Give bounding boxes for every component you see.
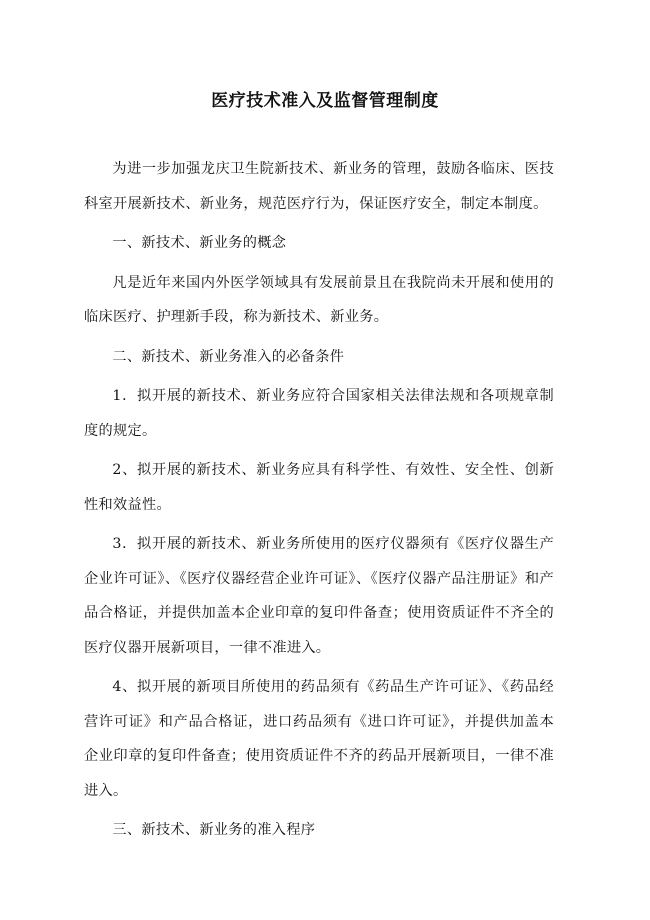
list-item-2: 2、拟开展的新技术、新业务应具有科学性、有效性、安全性、创新性和效益性。 [84,462,554,513]
document-body [84,152,554,853]
section-heading-3: 三、新技术、新业务的准入程序 [112,822,316,838]
paragraph-intro: 为进一步加强龙庆卫生院新技术、新业务的管理，鼓励各临床、医技科室开展新技术、新业务，规范医疗行为，保证医疗安全，制定本制度。 [84,161,554,212]
section-heading-2: 二、新技术、新业务准入的必备条件 [112,348,345,365]
section-heading-1: 一、新技术、新业务的概念 [112,235,287,251]
list-item-4: 4、拟开展的新项目所使用的药品须有《药品生产许可证》、《药品经营许可证》和产品合格证，进口药品须有《进口许可证》，并提供加盖本企业印章的复印件备查；使用资质证件不齐的药品开展新项目，一律不准进入。 [84,679,554,799]
document-title: 医疗技术准入及监督管理制度 [211,91,439,111]
list-item-1: 1．拟开展的新技术、新业务应符合国家相关法律法规和各项规章制度的规定。 [84,388,554,439]
list-item-3: 3．拟开展的新技术、新业务所使用的医疗仪器须有《医疗仪器生产企业许可证》、《医疗仪器经营企业许可证》、《医疗仪器产品注册证》和产品合格证，并提供加盖本企业印章的复印件备查；使用资质证件不齐全的医疗仪器开展新项目，一律不准进入。 [84,536,554,656]
paragraph-concept: 凡是近年来国内外医学领域具有发展前景且在我院尚未开展和使用的临床医疗、护理新手段，称为新技术、新业务。 [84,274,554,325]
